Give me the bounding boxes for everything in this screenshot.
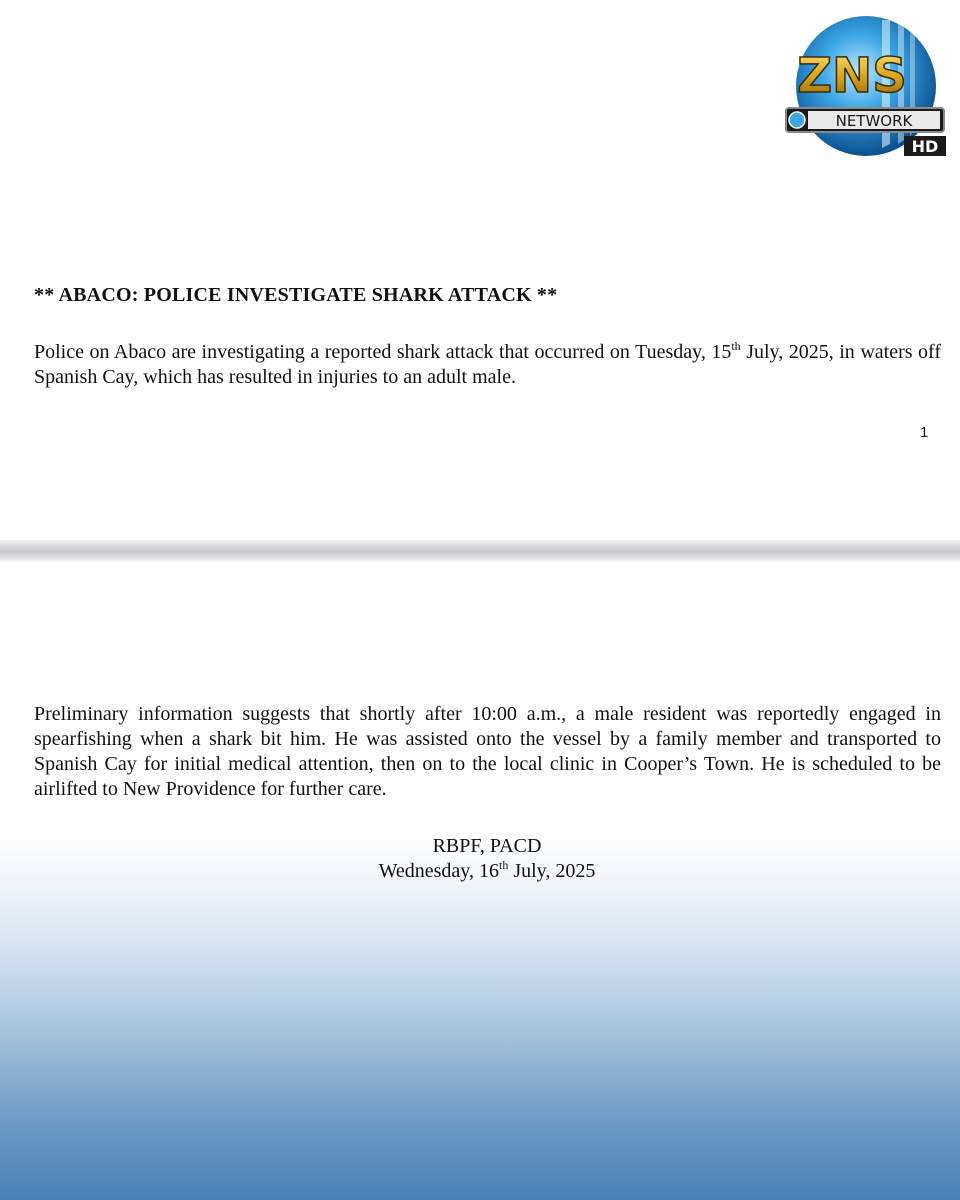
page-separator: [0, 540, 960, 562]
paragraph-intro: [34, 340, 941, 390]
ordinal-suffix: th: [731, 339, 741, 353]
zns-network-logo: [782, 14, 948, 162]
mini-globe-icon: [789, 112, 805, 128]
paragraph-intro-text-cont: July, 2025, in waters off Spanish Cay, which has resulted in injuries to an adult male.: [34, 341, 941, 388]
network-bar: [786, 108, 944, 132]
page-number: 1: [920, 424, 929, 441]
network-text: NETWORK: [835, 112, 913, 130]
hd-badge: [904, 136, 946, 156]
ordinal-suffix: th: [499, 858, 509, 872]
paragraph-details: Preliminary information suggests that shortly after 10:00 a.m., a male resident was reportedly engaged in spearfishing when a shark bit him. He was assisted onto the vessel by a family member and transported to Spanish Cay for initial medical attention, then on to the local clinic in Cooper’s Town. He is scheduled to be airlifted to New Providence for further care.: [34, 703, 941, 800]
brand-text: ZNS: [797, 48, 907, 104]
signoff-date-text: Wednesday, 16: [378, 860, 499, 882]
signoff-date: [0, 859, 960, 884]
brand-wordmark: [797, 48, 907, 104]
signoff-date-text-cont: July, 2025: [508, 860, 596, 882]
hd-text: HD: [911, 137, 939, 156]
signoff-organization: RBPF, PACD: [432, 835, 542, 857]
paragraph-intro-text: Police on Abaco are investigating a reported shark attack that occurred on Tuesday, 15: [34, 341, 732, 363]
headline: ** ABACO: POLICE INVESTIGATE SHARK ATTACK **: [34, 284, 558, 306]
